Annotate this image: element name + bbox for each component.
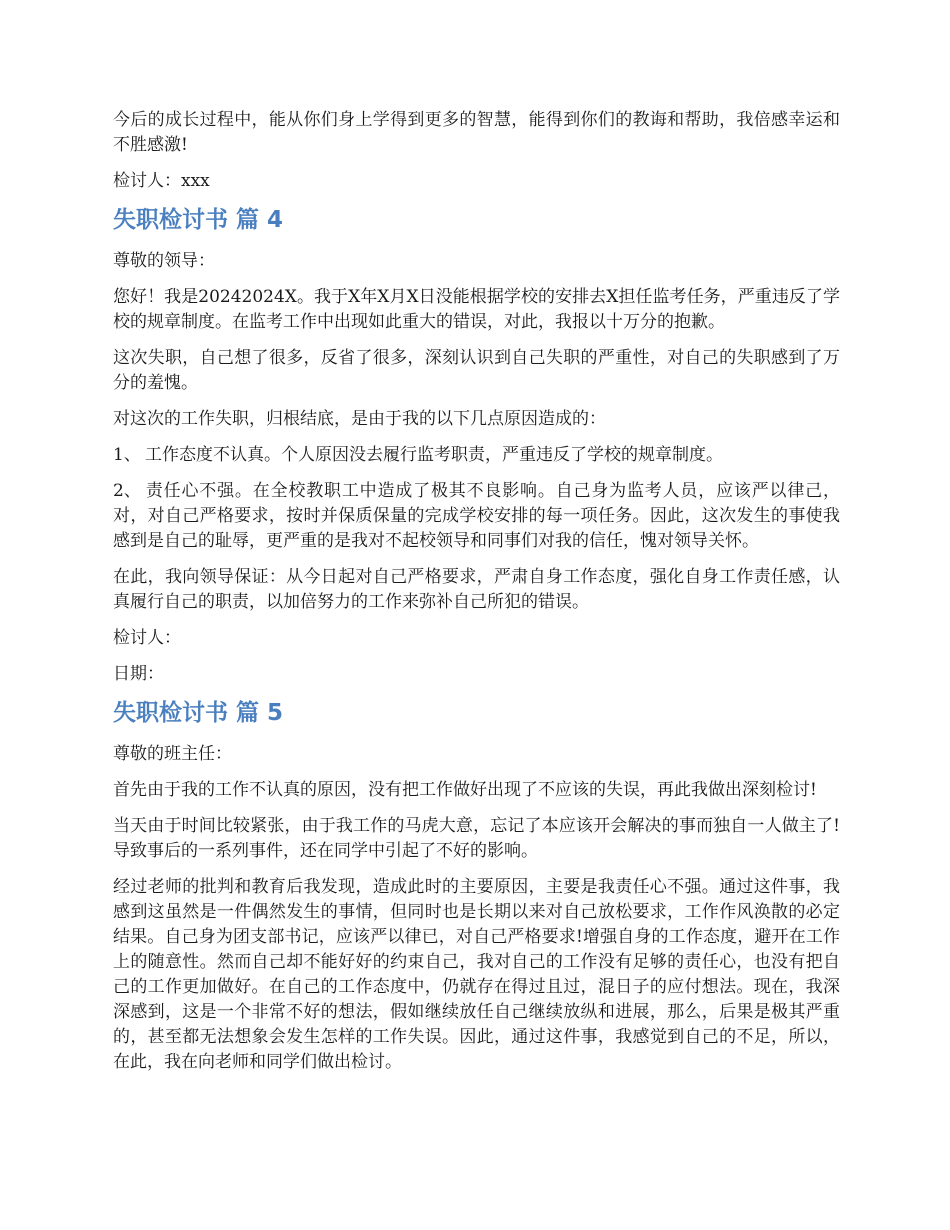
section4-list-item-2	[113, 479, 840, 554]
section4-list-item-1	[113, 443, 840, 468]
section5-paragraph-2: 当天由于时间比较紧张，由于我工作的马虎大意，忘记了本应该开会解决的事而独自一人做主了!导致事后的一系列事件，还在同学中引起了不好的影响。	[113, 816, 840, 861]
list-text: 责任心不强。在全校教职工中造成了极其不良影响。自己身为监考人员，应该严以律己，对，对自己严格要求，按时并保质保量的完成学校安排的每一项任务。因此，这次发生的事使我感到是自己的耻辱，更严重的是我对不起校领导和同事们对我的信任，愧对领导关怀。	[113, 481, 840, 551]
section4-paragraph-4: 在此，我向领导保证：从今日起对自己严格要求，严肃自身工作态度，强化自身工作责任感，认真履行自己的职责，以加倍努力的工作来弥补自己所犯的错误。	[113, 567, 840, 612]
section4-paragraph-3: 对这次的工作失职，归根结底，是由于我的以下几点原因造成的：	[113, 409, 606, 429]
section5-part: 篇 5	[236, 700, 284, 726]
section5-paragraph-1: 首先由于我的工作不认真的原因，没有把工作做好出现了不应该的失误，再此我做出深刻检讨!	[113, 780, 817, 800]
section4-paragraph-2: 这次失职，自己想了很多，反省了很多，深刻认识到自己失职的严重性，对自己的失职感到了万分的羞愧。	[113, 348, 840, 393]
section4-paragraph-1: 您好！我是20242024X。我于X年X月X日没能根据学校的安排去X担任监考任务，严重违反了学校的规章制度。在监考工作中出现如此重大的错误，对此，我报以十万分的抱歉。	[113, 287, 840, 332]
section4-signature: 检讨人：	[113, 628, 181, 648]
document-page	[113, 108, 840, 1086]
section5-title: 失职检讨书	[113, 700, 228, 726]
list-number: 1、	[113, 445, 141, 465]
intro-paragraph: 今后的成长过程中，能从你们身上学得到更多的智慧，能得到你们的教诲和帮助，我倍感幸运和不胜感激!	[113, 110, 840, 155]
section4-heading	[113, 205, 840, 235]
section4-date: 日期：	[113, 664, 164, 684]
section5-salutation: 尊敬的班主任：	[113, 744, 232, 764]
intro-signature: 检讨人：xxx	[113, 171, 210, 191]
list-text: 工作态度不认真。个人原因没去履行监考职责，严重违反了学校的规章制度。	[145, 445, 723, 465]
section4-title: 失职检讨书	[113, 207, 228, 233]
section4-salutation: 尊敬的领导：	[113, 251, 215, 271]
section5-paragraph-3: 经过老师的批判和教育后我发现，造成此时的主要原因，主要是我责任心不强。通过这件事，我感到这虽然是一件偶然发生的事情，但同时也是长期以来对自己放松要求，工作作风涣散的必定结果。自己身为团支部书记，应该严以律已，对自己严格要求!增强自身的工作态度，避开在工作上的随意性。然而自己却不能好好的约束自己，我对自己的工作没有足够的责任心，也没有把自己的工作更加做好。在自己的工作态度中，仍就存在得过且过，混日子的应付想法。现在，我深深感到，这是一个非常不好的想法，假如继续放任自己继续放纵和进展，那么，后果是极其严重的，甚至都无法想象会发生怎样的工作失误。因此，通过这件事，我感觉到自己的不足，所以，在此，我在向老师和同学们做出检讨。	[113, 877, 840, 1072]
section5-heading	[113, 698, 840, 728]
section4-part: 篇 4	[236, 207, 284, 233]
list-number: 2、	[113, 481, 141, 501]
